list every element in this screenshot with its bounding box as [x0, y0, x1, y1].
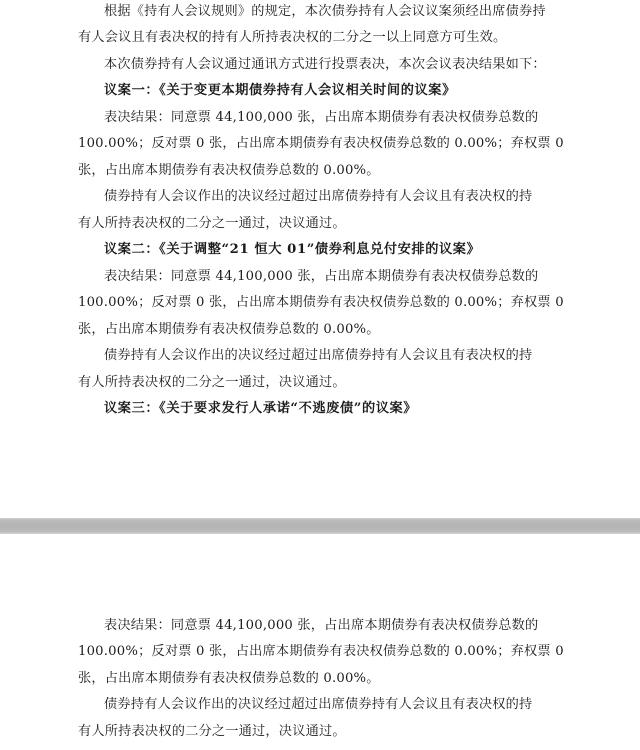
heading-text: 议案三：《关于要求发行人承诺“不逃废债”的议案》: [104, 401, 418, 416]
text-line: 张，占出席本期债券有表决权债券总数的 0.00%。: [78, 163, 380, 178]
paragraph-intro: [0, 54, 640, 76]
motion-2-result-line-1: [0, 266, 640, 288]
page-separator: [0, 518, 640, 534]
motion-3-resolution-line-2: [0, 721, 640, 743]
paragraph-rule-line-2: [0, 27, 640, 49]
text-line: 表决结果：同意票 44,100,000 张，占出席本期债券有表决权债券总数的: [104, 110, 539, 125]
text-line: 表决结果：同意票 44,100,000 张，占出席本期债券有表决权债券总数的: [104, 269, 539, 284]
paragraph-rule-line-1: [0, 1, 640, 23]
motion-3-title: [0, 398, 640, 420]
motion-2-result-line-2: [0, 292, 640, 314]
heading-text: 议案二：《关于调整“21 恒大 01”债券利息兑付安排的议案》: [104, 242, 481, 257]
motion-2-resolution-line-2: [0, 372, 640, 394]
text-line: 有人会议且有表决权的持有人所持表决权的二分之一以上同意方可生效。: [78, 30, 507, 45]
text-line: 100.00%；反对票 0 张，占出席本期债券有表决权债券总数的 0.00%；弃权票 0: [78, 295, 564, 310]
motion-2-resolution-line-1: [0, 345, 640, 367]
text-line: 有人所持表决权的二分之一通过，决议通过。: [78, 724, 346, 739]
motion-1-result-line-3: [0, 160, 640, 182]
motion-1-title: [0, 80, 640, 102]
text-line: 表决结果：同意票 44,100,000 张，占出席本期债券有表决权债券总数的: [104, 618, 539, 633]
motion-3-result-line-1: [0, 615, 640, 637]
text-line: 100.00%；反对票 0 张，占出席本期债券有表决权债券总数的 0.00%；弃权票 0: [78, 644, 564, 659]
text-line: 100.00%；反对票 0 张，占出席本期债券有表决权债券总数的 0.00%；弃权票 0: [78, 136, 564, 151]
heading-text: 议案一：《关于变更本期债券持有人会议相关时间的议案》: [104, 83, 456, 98]
text-line: 债券持有人会议作出的决议经过超过出席债券持有人会议且有表决权的持: [104, 189, 533, 204]
motion-1-result-line-2: [0, 133, 640, 155]
text-line: 有人所持表决权的二分之一通过，决议通过。: [78, 216, 346, 231]
motion-2-title: [0, 239, 640, 261]
text-line: 债券持有人会议作出的决议经过超过出席债券持有人会议且有表决权的持: [104, 697, 533, 712]
text-line: 本次债券持有人会议通过通讯方式进行投票表决，本次会议表决结果如下：: [104, 57, 546, 72]
document-page-2: [0, 534, 640, 750]
text-line: 债券持有人会议作出的决议经过超过出席债券持有人会议且有表决权的持: [104, 348, 533, 363]
motion-3-result-line-3: [0, 668, 640, 690]
motion-2-result-line-3: [0, 319, 640, 341]
motion-1-result-line-1: [0, 107, 640, 129]
motion-1-resolution-line-1: [0, 186, 640, 208]
motion-3-resolution-line-1: [0, 694, 640, 716]
motion-3-result-line-2: [0, 641, 640, 663]
text-line: 张，占出席本期债券有表决权债券总数的 0.00%。: [78, 671, 380, 686]
text-line: 张，占出席本期债券有表决权债券总数的 0.00%。: [78, 322, 380, 337]
motion-1-resolution-line-2: [0, 213, 640, 235]
text-line: 有人所持表决权的二分之一通过，决议通过。: [78, 375, 346, 390]
text-line: 根据《持有人会议规则》的规定，本次债券持有人会议议案须经出席债券持: [104, 4, 546, 19]
